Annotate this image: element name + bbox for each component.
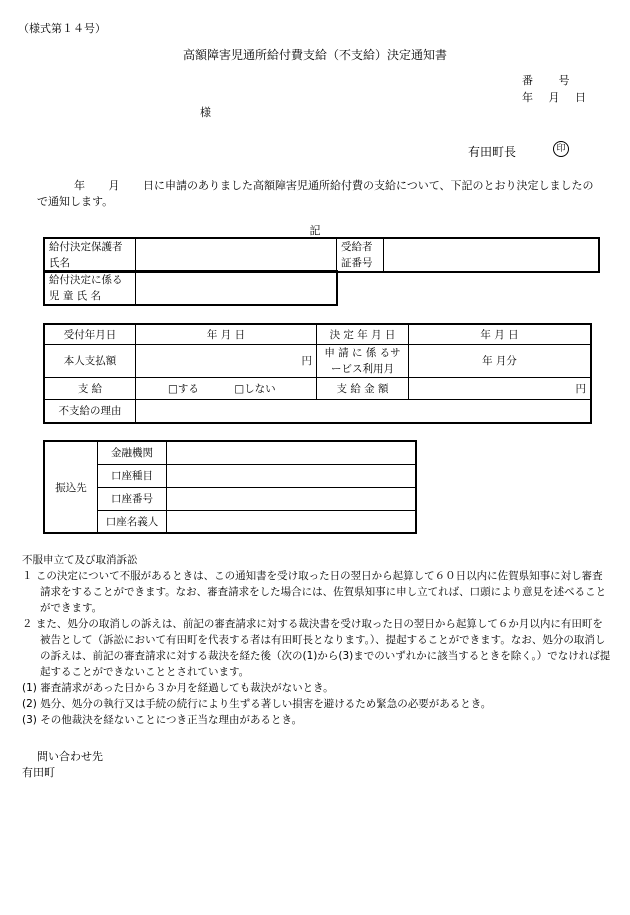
appeal-heading: 不服申立て及び取消訴訟 [22,554,138,566]
appeal-sub-2: (2) 処分、処分の執行又は手続の続行により生ずる著しい損害を避けるため緊急の必要があるとき。 [22,698,492,710]
form-number: （様式第１４号） [18,22,106,35]
payment-amount-label: 支 給 金 額 [317,377,409,399]
transfer-table [43,440,417,534]
child-name-label: 給付決定に係る児 童 氏 名 [44,271,136,305]
decision-table [43,323,592,424]
document-title: 高額障害児通所給付費支給（不支給）決定通知書 [182,48,447,62]
bank-label: 金融機関 [98,441,167,464]
self-pay-label: 本人支払額 [44,344,136,377]
appeal-item-1: １ この決定について不服があるときは、この通知書を受け取った日の翌日から起算して６０日以内に佐賀県知事に対し審査請求をすることができます。なお、審査請求をした場合には、佐賀県知事に申し立てれば、口頭により意見を述べることができます。 [22,570,607,614]
account-holder-label: 口座名義人 [98,510,167,533]
document-date-line: 年 月 日 [522,91,586,104]
payment-choice [136,377,317,399]
appeal-item-2: ２ また、処分の取消しの訴えは、前記の審査請求に対する裁決書を受け取った日の翌日から起算して６か月以内に有田町を被告として（訴訟において有田町を代表する者は有田町長となります。）、提起することができます。なお、処分の取消しの訴えは、前記の審査請求に対する裁決を経た後（次の(1)から(3)までのいずれかに該当するときを除く。）でなければ提起することができないこととされています。 [22,618,611,678]
service-month-value[interactable]: 年 月分 [409,344,592,377]
intro-paragraph: 年 月 日に申請のありました高額障害児通所給付費の支給について、下記のとおり決定しましたので通知します。 [37,179,594,208]
contact-name: 有田町 [22,766,55,779]
recipient-cert-field[interactable] [384,238,600,272]
payment-yes-checkbox[interactable]: □する [168,382,199,395]
account-number-field[interactable] [167,487,417,510]
appeal-sub-1: (1) 審査請求があった日から３か月を経過しても裁決がないとき。 [22,682,334,694]
service-month-label: 申 請 に 係 るサービス利用月 [317,344,409,377]
seal-icon: 印 [553,141,569,157]
account-type-label: 口座種目 [98,464,167,487]
recipient-suffix: 様 [200,106,211,119]
payment-amount-unit[interactable]: 円 [409,377,592,399]
account-type-field[interactable] [167,464,417,487]
account-number-label: 口座番号 [98,487,167,510]
accept-date-label: 受付年月日 [44,324,136,344]
guardian-table [43,237,600,273]
guardian-name-field[interactable] [136,238,337,272]
issuer-name: 有田町長 [468,145,517,159]
payment-no-checkbox[interactable]: □しない [234,382,276,395]
self-pay-unit[interactable]: 円 [136,344,317,377]
child-table [43,270,338,306]
ki-label: 記 [309,224,321,237]
payment-label: 支 給 [44,377,136,399]
child-name-field[interactable] [136,271,338,305]
document-number-line: 番 号 [522,74,570,87]
recipient-cert-label: 受給者証番号 [337,238,384,272]
guardian-name-label: 給付決定保護者氏名 [44,238,136,272]
accept-date-value[interactable]: 年 月 日 [136,324,317,344]
bank-field[interactable] [167,441,417,464]
no-pay-reason-label: 不支給の理由 [44,399,136,423]
contact-heading: 問い合わせ先 [37,750,103,763]
appeal-sub-3: (3) その他裁決を経ないことにつき正当な理由があるとき。 [22,714,303,726]
decision-date-label: 決 定 年 月 日 [317,324,409,344]
decision-date-value[interactable]: 年 月 日 [409,324,592,344]
appeal-section [22,552,612,728]
account-holder-field[interactable] [167,510,417,533]
transfer-label: 振込先 [44,441,98,533]
no-pay-reason-field[interactable] [136,399,592,423]
